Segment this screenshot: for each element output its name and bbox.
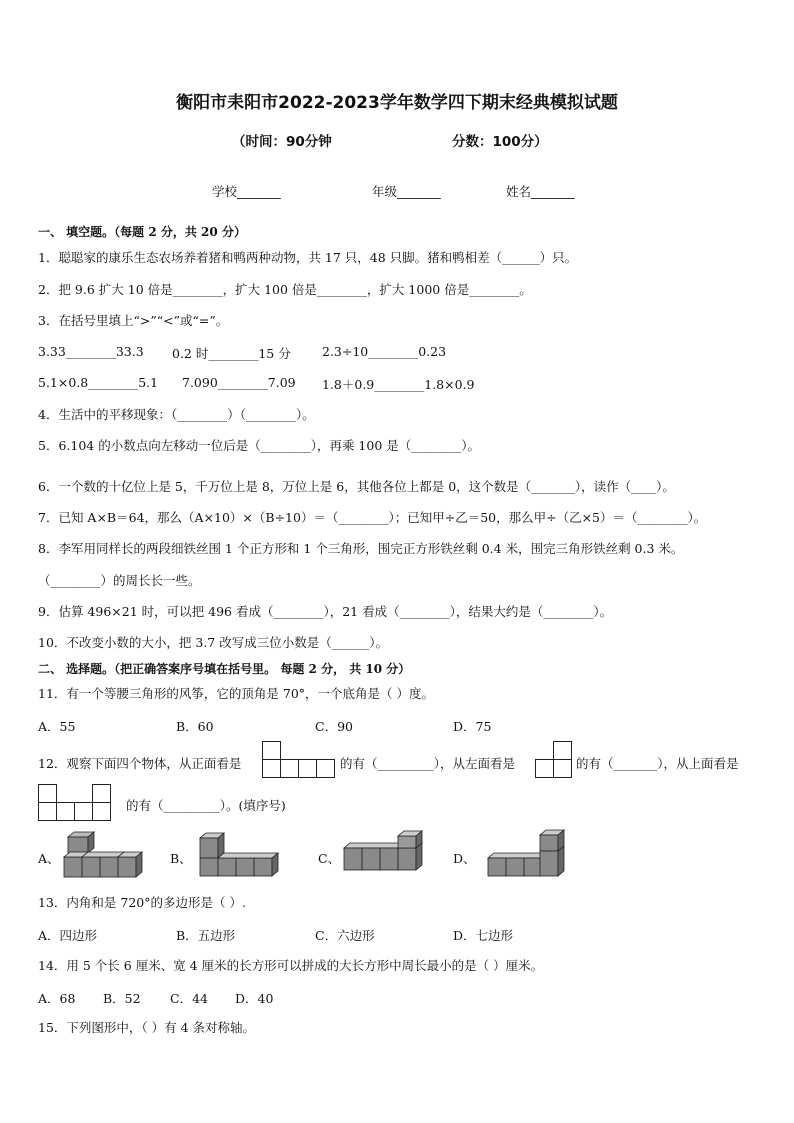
q12-label-d: D、 xyxy=(453,851,476,866)
question-4: 4．生活中的平移现象：（________）（________）。 xyxy=(38,407,315,422)
section2-heading: 二、 选择题。（把正确答案序号填在括号里。 每题 2 分， 共 10 分） xyxy=(38,662,411,676)
name-field[interactable]: 姓名_______ xyxy=(506,184,575,199)
q11-option-a: A．55 xyxy=(38,719,76,734)
question-12-part2: 的有（_________），从左面看是 xyxy=(340,756,516,771)
section1-heading: 一、 填空题。（每题 2 分，共 20 分） xyxy=(38,225,246,239)
page-title: 衡阳市耒阳市2022-2023学年数学四下期末经典模拟试题 xyxy=(176,93,618,113)
q13-option-b: B．五边形 xyxy=(176,928,236,943)
cube-figure-a xyxy=(60,830,144,882)
cube-figure-c xyxy=(340,830,430,882)
question-12-part4: 的有（_________）。(填序号) xyxy=(126,798,286,813)
exam-time: （时间：90分钟 xyxy=(232,134,332,150)
q3-item: 0.2 时________15 分 xyxy=(172,346,291,361)
q3-item: 7.090________7.09 xyxy=(182,375,296,390)
cube-figure-d xyxy=(484,828,574,880)
question-7: 7．已知 A×B＝64，那么（A×10）×（B÷10）＝（________）；已知甲÷乙＝50，那么甲÷（乙×5）＝（________）。 xyxy=(38,510,707,525)
question-1: 1．聪聪家的康乐生态农场养着猪和鸭两种动物，共 17 只，48 只脚。猪和鸭相差（______）只。 xyxy=(38,250,578,265)
question-8: 8．李军用同样长的两段细铁丝围 1 个正方形和 1 个三角形，围完正方形铁丝剩 0.4 米，围完三角形铁丝剩 0.3 米。 xyxy=(38,541,684,556)
q14-option-b: B．52 xyxy=(103,991,141,1006)
q3-item: 5.1×0.8________5.1 xyxy=(38,375,159,390)
question-13: 13．内角和是 720°的多边形是（ ）. xyxy=(38,895,246,910)
q12-label-a: A、 xyxy=(38,851,60,866)
question-2: 2．把 9.6 扩大 10 倍是________，扩大 100 倍是________，扩大 1000 倍是________。 xyxy=(38,282,532,297)
question-12-part1: 12．观察下面四个物体，从正面看是 xyxy=(38,756,242,771)
q14-option-d: D．40 xyxy=(235,991,274,1006)
q13-option-a: A．四边形 xyxy=(38,928,98,943)
question-10: 10．不改变小数的大小，把 3.7 改写成三位小数是（______）。 xyxy=(38,635,388,650)
q11-option-b: B．60 xyxy=(176,719,214,734)
q11-option-c: C．90 xyxy=(315,719,353,734)
q3-item: 2.3÷10________0.23 xyxy=(322,344,447,359)
front-view-grid xyxy=(262,741,338,779)
q3-item: 1.8＋0.9________1.8×0.9 xyxy=(322,377,475,392)
question-14: 14．用 5 个长 6 厘米、宽 4 厘米的长方形可以拼成的大长方形中周长最小的是（ ）厘米。 xyxy=(38,958,544,973)
question-15: 15．下列图形中，（ ）有 4 条对称轴。 xyxy=(38,1020,256,1035)
left-view-grid xyxy=(535,741,575,779)
question-3: 3．在括号里填上“>”“<”或“=”。 xyxy=(38,313,229,328)
question-8-cont: （________）的周长长一些。 xyxy=(38,573,201,588)
question-9: 9．估算 496×21 时，可以把 496 看成（________），21 看成（________），结果大约是（________）。 xyxy=(38,604,613,619)
grade-field[interactable]: 年级_______ xyxy=(372,184,441,199)
q3-item: 3.33________33.3 xyxy=(38,344,144,359)
q13-option-c: C．六边形 xyxy=(315,928,375,943)
q12-label-b: B、 xyxy=(170,851,192,866)
q13-option-d: D．七边形 xyxy=(453,928,514,943)
question-5: 5．6.104 的小数点向左移动一位后是（________），再乘 100 是（________）。 xyxy=(38,438,481,453)
top-view-grid xyxy=(38,784,114,822)
question-12-part3: 的有（_______），从上面看是 xyxy=(576,756,739,771)
exam-score: 分数：100分） xyxy=(452,134,548,150)
school-field[interactable]: 学校_______ xyxy=(212,184,281,199)
cube-figure-b xyxy=(196,830,286,882)
q14-option-c: C．44 xyxy=(170,991,208,1006)
question-6: 6．一个数的十亿位上是 5，千万位上是 8，万位上是 6，其他各位上都是 0，这个数是（_______），读作（____）。 xyxy=(38,479,675,494)
q11-option-d: D．75 xyxy=(453,719,492,734)
q12-label-c: C、 xyxy=(318,851,341,866)
question-11: 11．有一个等腰三角形的风筝，它的顶角是 70°，一个底角是（ ）度。 xyxy=(38,686,435,701)
q14-option-a: A．68 xyxy=(38,991,76,1006)
